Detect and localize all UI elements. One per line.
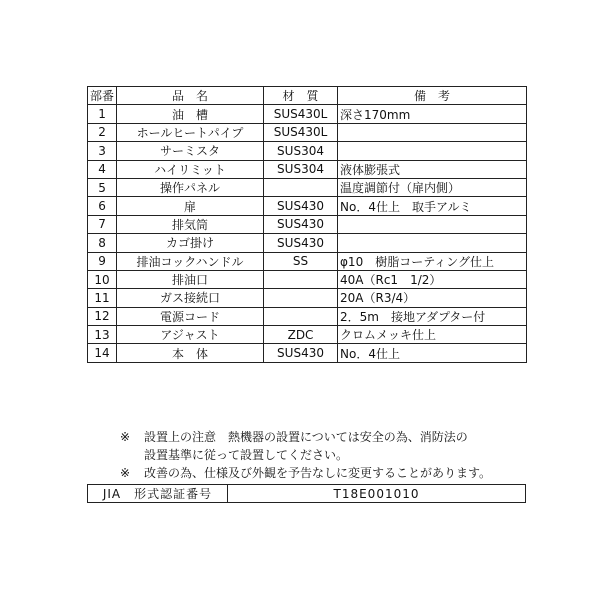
remarks-cell: 深さ170mm <box>338 105 527 123</box>
part-name-cell: 本 体 <box>117 344 264 362</box>
material-cell <box>264 289 338 307</box>
note-mark: ※ <box>120 466 131 480</box>
remarks-cell: 20A（R3/4） <box>338 289 527 307</box>
remarks-cell <box>338 123 527 141</box>
part-number-cell: 3 <box>88 142 117 160</box>
table-row <box>88 307 527 325</box>
part-name-cell: カゴ掛け <box>117 234 264 252</box>
material-cell: SUS430 <box>264 234 338 252</box>
material-cell: SUS430 <box>264 215 338 233</box>
material-cell: SUS430 <box>264 344 338 362</box>
remarks-cell: 温度調節付（扉内側） <box>338 178 527 196</box>
table-row <box>88 344 527 362</box>
part-number-cell: 2 <box>88 123 117 141</box>
jia-label: JIA 形式認証番号 <box>88 485 228 503</box>
remarks-cell: No．4仕上 取手アルミ <box>338 197 527 215</box>
table-row <box>88 123 527 141</box>
header-part-name: 品 名 <box>117 87 264 105</box>
header-part-number: 部番 <box>88 87 117 105</box>
part-name-cell: 排油口 <box>117 270 264 288</box>
material-cell: SUS430L <box>264 105 338 123</box>
part-number-cell: 8 <box>88 234 117 252</box>
header-material: 材 質 <box>264 87 338 105</box>
part-number-cell: 5 <box>88 178 117 196</box>
remarks-cell <box>338 234 527 252</box>
note-line-1 <box>120 428 540 446</box>
part-number-cell: 6 <box>88 197 117 215</box>
remarks-cell: No．4仕上 <box>338 344 527 362</box>
material-cell: SUS430 <box>264 197 338 215</box>
part-name-cell: 油 槽 <box>117 105 264 123</box>
table-row <box>88 326 527 344</box>
part-name-cell: ガス接続口 <box>117 289 264 307</box>
part-number-cell: 9 <box>88 252 117 270</box>
part-name-cell: 操作パネル <box>117 178 264 196</box>
part-name-cell: ハイリミット <box>117 160 264 178</box>
parts-table <box>87 86 527 363</box>
part-name-cell: アジャスト <box>117 326 264 344</box>
parts-table-body <box>88 105 527 362</box>
material-cell <box>264 307 338 325</box>
part-number-cell: 14 <box>88 344 117 362</box>
table-row <box>88 142 527 160</box>
table-row <box>88 270 527 288</box>
part-number-cell: 11 <box>88 289 117 307</box>
table-row <box>88 178 527 196</box>
table-row <box>88 160 527 178</box>
note-line-2 <box>120 446 540 464</box>
material-cell: SUS304 <box>264 142 338 160</box>
material-cell <box>264 178 338 196</box>
parts-table-header <box>88 87 527 105</box>
table-row <box>88 252 527 270</box>
jia-certification-number: T18E001010 <box>228 485 526 503</box>
part-name-cell: 扉 <box>117 197 264 215</box>
note-body-3: 改善の為、仕様及び外観を予告なしに変更することがあります。 <box>144 466 492 480</box>
remarks-cell <box>338 142 527 160</box>
part-name-cell: 電源コード <box>117 307 264 325</box>
table-row <box>88 197 527 215</box>
jia-certification-table <box>87 484 526 503</box>
part-number-cell: 12 <box>88 307 117 325</box>
installation-notes <box>120 428 540 482</box>
note-heading: 設置上の注意 <box>144 430 217 444</box>
material-cell: ZDC <box>264 326 338 344</box>
material-cell: SUS304 <box>264 160 338 178</box>
remarks-cell: 液体膨張式 <box>338 160 527 178</box>
material-cell: SUS430L <box>264 123 338 141</box>
part-number-cell: 10 <box>88 270 117 288</box>
remarks-cell: 40A（Rc1 1/2） <box>338 270 527 288</box>
part-name-cell: 排油コックハンドル <box>117 252 264 270</box>
material-cell <box>264 270 338 288</box>
remarks-cell: 2．5m 接地アダプター付 <box>338 307 527 325</box>
note-body-1: 熱機器の設置については安全の為、消防法の <box>228 430 468 444</box>
note-body-2: 設置基準に従って設置してください。 <box>144 448 349 462</box>
part-number-cell: 4 <box>88 160 117 178</box>
header-remarks: 備 考 <box>338 87 527 105</box>
remarks-cell: クロムメッキ仕上 <box>338 326 527 344</box>
part-number-cell: 7 <box>88 215 117 233</box>
part-number-cell: 1 <box>88 105 117 123</box>
table-row <box>88 234 527 252</box>
part-number-cell: 13 <box>88 326 117 344</box>
note-mark: ※ <box>120 430 131 444</box>
remarks-cell: φ10 樹脂コーティング仕上 <box>338 252 527 270</box>
part-name-cell: サーミスタ <box>117 142 264 160</box>
table-row <box>88 289 527 307</box>
part-name-cell: ホールヒートパイプ <box>117 123 264 141</box>
table-row <box>88 105 527 123</box>
note-line-3 <box>120 464 540 482</box>
table-row <box>88 215 527 233</box>
part-name-cell: 排気筒 <box>117 215 264 233</box>
remarks-cell <box>338 215 527 233</box>
material-cell: SS <box>264 252 338 270</box>
